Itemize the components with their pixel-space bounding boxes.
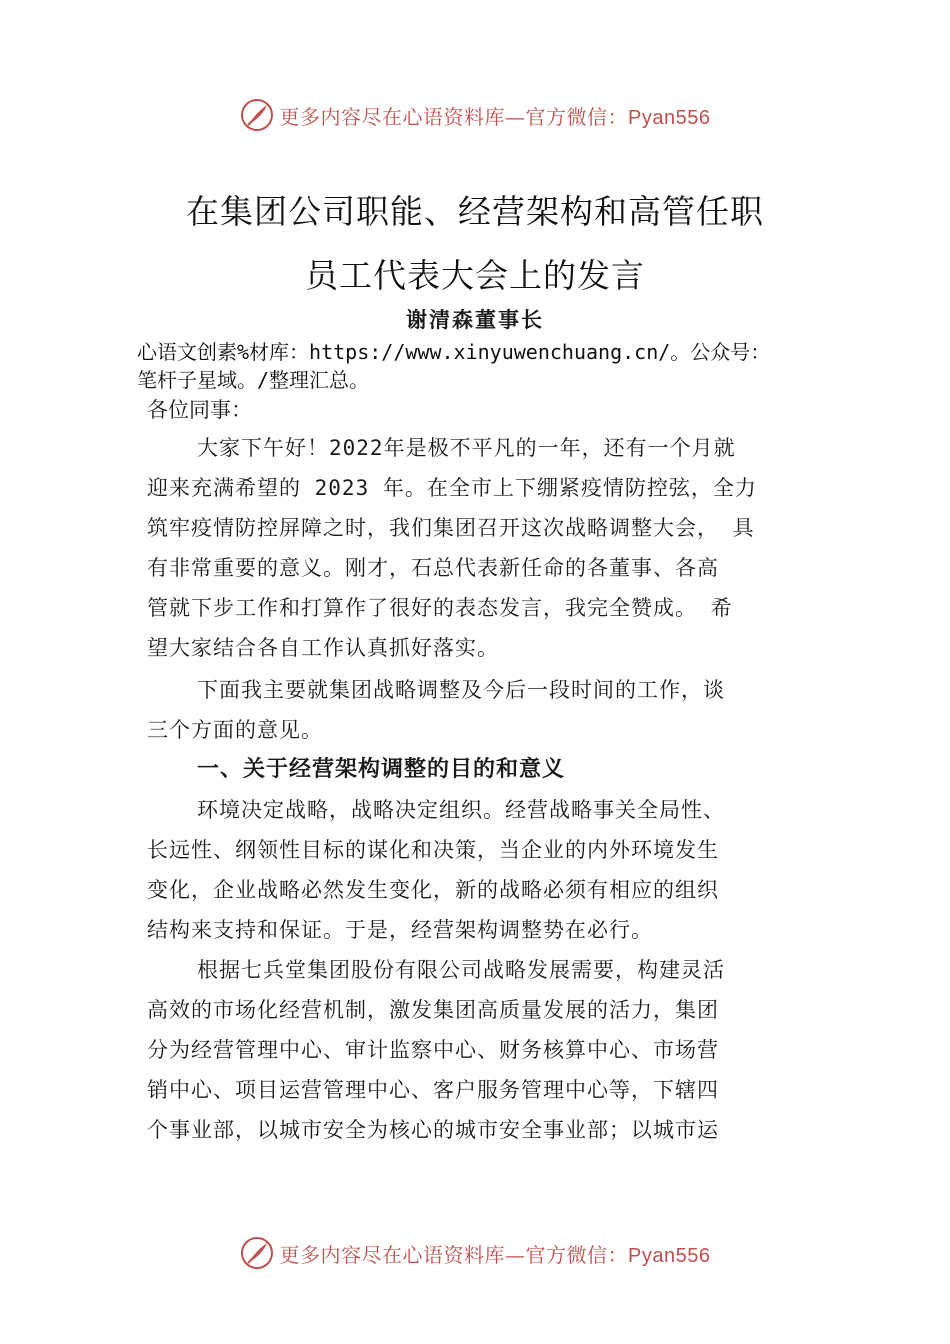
footer-banner — [0, 1233, 950, 1273]
source-line: 心语文创素%材库：https://www.xinyuwenchuang.cn/。公众号： — [137, 340, 771, 364]
wechat-id: Pyan556 — [628, 106, 711, 129]
author: 谢清森董事长 — [406, 308, 544, 332]
text-line: 根据七兵堂集团股份有限公司战略发展需要，构建灵活 — [197, 958, 725, 982]
text-line: 迎来充满希望的 2023 年。在全市上下绷紧疫情防控弦，全力 — [147, 476, 757, 500]
greeting: 各位同事： — [147, 398, 252, 422]
text-line: 环境决定战略，战略决定组织。经营战略事关全局性、 — [197, 798, 725, 822]
text-line: 结构来支持和保证。于是，经营架构调整势在必行。 — [147, 918, 653, 942]
banner-text: 更多内容尽在心语资料库—官方微信：Pyan556 — [279, 104, 711, 129]
feather-pen-logo-icon — [240, 98, 274, 132]
text-line: 个事业部，以城市安全为核心的城市安全事业部；以城市运 — [147, 1118, 719, 1142]
text-line: 大家下午好！2022年是极不平凡的一年，还有一个月就 — [197, 436, 736, 460]
source-line: 笔杆子星域。/整理汇总。 — [137, 368, 370, 392]
paragraph-1 — [147, 428, 837, 668]
wechat-id: Pyan556 — [628, 1244, 711, 1267]
text-line: 有非常重要的意义。刚才，石总代表新任命的各董事、各高 — [147, 556, 719, 580]
text-line: 分为经营管理中心、审计监察中心、财务核算中心、市场营 — [147, 1038, 719, 1062]
text-line: 销中心、项目运营管理中心、客户服务管理中心等，下辖四 — [147, 1078, 719, 1102]
feather-pen-logo-icon — [240, 1236, 274, 1270]
paragraph-4 — [147, 950, 837, 1150]
paragraph-3 — [147, 790, 837, 950]
text-line: 高效的市场化经营机制，激发集团高质量发展的活力，集团 — [147, 998, 719, 1022]
text-line: 变化，企业战略必然发生变化，新的战略必须有相应的组织 — [147, 878, 719, 902]
header-banner — [0, 95, 950, 135]
banner-text: 更多内容尽在心语资料库—官方微信：Pyan556 — [279, 1242, 711, 1267]
document-title-line2: 员工代表大会上的发言 — [305, 256, 645, 295]
document-title-line1: 在集团公司职能、经营架构和高管任职 — [186, 192, 764, 231]
paragraph-2 — [147, 670, 837, 750]
text-line: 望大家结合各自工作认真抓好落实。 — [147, 636, 499, 660]
text-line: 三个方面的意见。 — [147, 718, 323, 742]
text-line: 下面我主要就集团战略调整及今后一段时间的工作，谈 — [197, 678, 725, 702]
text-line: 管就下步工作和打算作了很好的表态发言，我完全赞成。 希 — [147, 596, 733, 620]
section-heading: 一、关于经营架构调整的目的和意义 — [197, 757, 566, 782]
text-line: 长远性、纲领性目标的谋化和决策，当企业的内外环境发生 — [147, 838, 719, 862]
text-line: 筑牢疫情防控屏障之时，我们集团召开这次战略调整大会， 具 — [147, 516, 755, 540]
source-note — [137, 338, 867, 394]
